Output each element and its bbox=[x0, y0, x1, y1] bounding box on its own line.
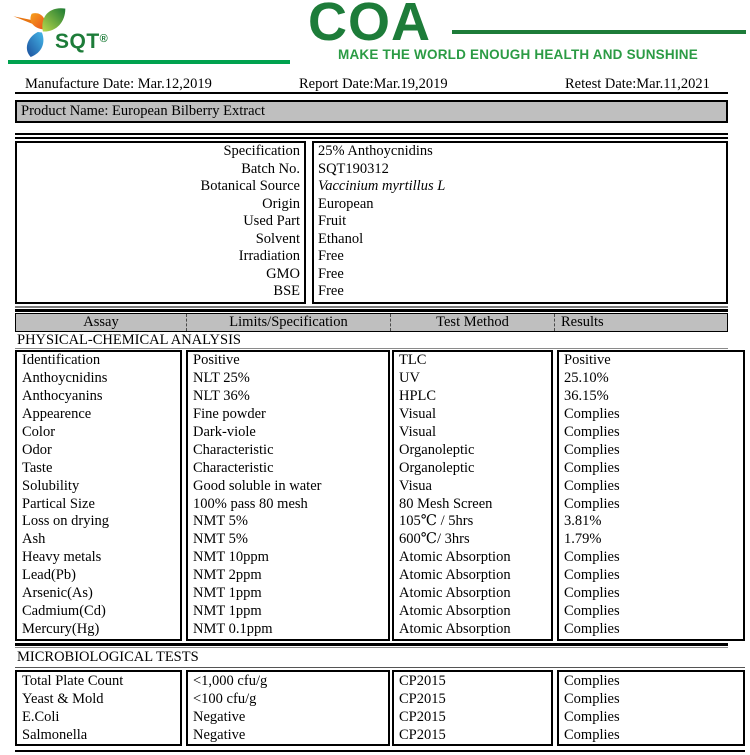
limit-cell: Positive bbox=[193, 352, 240, 368]
divider-rule bbox=[15, 306, 728, 308]
limit-cell: <100 cfu/g bbox=[193, 691, 257, 707]
limit-cell: NMT 10ppm bbox=[193, 549, 269, 566]
spec-value: Vaccinium myrtillus L bbox=[318, 178, 446, 195]
result-cell: Complies bbox=[564, 405, 620, 422]
method-cell: Visua bbox=[399, 477, 432, 494]
limit-cell: NLT 36% bbox=[193, 387, 250, 404]
divider-rule bbox=[15, 137, 728, 139]
result-cell: Complies bbox=[564, 441, 620, 458]
retest-date: Retest Date:Mar.11,2021 bbox=[565, 76, 710, 92]
assay-cell: Odor bbox=[22, 441, 52, 458]
method-cell: CP2015 bbox=[399, 709, 446, 725]
assay-cell: Arsenic(As) bbox=[22, 585, 93, 602]
spec-label: Irradiation bbox=[238, 248, 300, 265]
result-cell: Complies bbox=[564, 495, 620, 512]
limit-cell: NMT 2ppm bbox=[193, 567, 262, 584]
title-rule bbox=[452, 30, 746, 34]
assay-cell: Yeast & Mold bbox=[22, 691, 104, 707]
pc-result-column bbox=[557, 350, 745, 641]
assay-cell: Total Plate Count bbox=[22, 673, 124, 689]
micro-assay-column bbox=[15, 670, 182, 746]
manufacture-date: Manufacture Date: Mar.12,2019 bbox=[25, 76, 212, 92]
limit-cell: Negative bbox=[193, 727, 246, 743]
limit-cell: Fine powder bbox=[193, 405, 266, 422]
method-cell: Organoleptic bbox=[399, 459, 475, 476]
spec-label-column bbox=[15, 141, 306, 304]
divider-rule bbox=[15, 643, 728, 646]
result-cell: Complies bbox=[564, 423, 620, 440]
result-cell: Positive bbox=[564, 352, 611, 368]
assay-cell: Anthoycnidins bbox=[22, 369, 108, 386]
method-cell: CP2015 bbox=[399, 727, 446, 743]
method-cell: Visual bbox=[399, 423, 436, 440]
assay-cell: E.Coli bbox=[22, 709, 60, 725]
assay-cell: Cadmium(Cd) bbox=[22, 603, 106, 620]
method-cell: 80 Mesh Screen bbox=[399, 495, 493, 512]
method-cell: Atomic Absorption bbox=[399, 585, 511, 602]
limit-cell: Characteristic bbox=[193, 459, 274, 476]
divider-rule bbox=[15, 348, 728, 350]
method-cell: Visual bbox=[399, 405, 436, 422]
spec-value: Free bbox=[318, 248, 344, 265]
limit-cell: 100% pass 80 mesh bbox=[193, 495, 308, 512]
spec-label: Origin bbox=[262, 195, 300, 212]
method-cell: UV bbox=[399, 369, 420, 386]
column-header-assay: Assay bbox=[83, 314, 119, 330]
result-cell: Complies bbox=[564, 603, 620, 620]
column-header-method: Test Method bbox=[390, 314, 554, 331]
result-cell: Complies bbox=[564, 585, 620, 602]
dates-divider-rule bbox=[15, 92, 728, 94]
assay-cell: Partical Size bbox=[22, 495, 95, 512]
column-header-limits: Limits/Specification bbox=[186, 314, 390, 331]
spec-label: Batch No. bbox=[241, 160, 300, 177]
divider-rule bbox=[15, 133, 728, 135]
logo-underline-rule bbox=[8, 60, 290, 64]
spec-label: GMO bbox=[266, 265, 300, 282]
assay-cell: Lead(Pb) bbox=[22, 567, 76, 584]
micro-limit-column bbox=[186, 670, 390, 746]
divider-rule bbox=[15, 647, 728, 649]
product-name-bar: Product Name: European Bilberry Extract bbox=[15, 100, 728, 123]
limit-cell: Dark-viole bbox=[193, 423, 256, 440]
result-cell: Complies bbox=[564, 477, 620, 494]
spec-label: Botanical Source bbox=[200, 178, 300, 195]
limit-cell: NLT 25% bbox=[193, 369, 250, 386]
method-cell: Atomic Absorption bbox=[399, 549, 511, 566]
spec-value: Free bbox=[318, 283, 344, 300]
method-cell: CP2015 bbox=[399, 691, 446, 707]
spec-label: Specification bbox=[223, 143, 300, 159]
limit-cell: NMT 1ppm bbox=[193, 603, 262, 620]
assay-cell: Mercury(Hg) bbox=[22, 621, 100, 638]
divider-rule bbox=[15, 309, 728, 312]
method-cell: CP2015 bbox=[399, 673, 446, 689]
method-cell: Atomic Absorption bbox=[399, 621, 511, 638]
result-cell: 36.15% bbox=[564, 387, 609, 404]
assay-cell: Appearence bbox=[22, 405, 92, 422]
spec-value: Fruit bbox=[318, 213, 347, 230]
pc-method-column bbox=[392, 350, 553, 641]
limit-cell: NMT 5% bbox=[193, 531, 248, 548]
method-cell: TLC bbox=[399, 352, 427, 368]
pc-limit-column bbox=[186, 350, 390, 641]
column-header-results: Results bbox=[554, 314, 727, 331]
result-cell: 1.79% bbox=[564, 531, 602, 548]
assay-cell: Heavy metals bbox=[22, 549, 102, 566]
pc-assay-column bbox=[15, 350, 182, 641]
divider-rule bbox=[15, 667, 745, 669]
limit-cell: Good soluble in water bbox=[193, 477, 322, 494]
tagline: MAKE THE WORLD ENOUGH HEALTH AND SUNSHINE bbox=[338, 47, 698, 62]
section-title-microbiological: MICROBIOLOGICAL TESTS bbox=[17, 649, 199, 665]
spec-value: European bbox=[318, 195, 374, 212]
method-cell: 105℃ / 5hrs bbox=[399, 513, 474, 530]
result-cell: Complies bbox=[564, 549, 620, 566]
micro-method-column bbox=[392, 670, 553, 746]
assay-cell: Solubility bbox=[22, 477, 80, 494]
registered-trademark-symbol: ® bbox=[99, 33, 109, 45]
method-cell: Atomic Absorption bbox=[399, 603, 511, 620]
result-cell: Complies bbox=[564, 621, 620, 638]
assay-cell: Ash bbox=[22, 531, 46, 548]
result-cell: Complies bbox=[564, 673, 620, 689]
assay-cell: Loss on drying bbox=[22, 513, 109, 530]
result-cell: Complies bbox=[564, 567, 620, 584]
result-cell: Complies bbox=[564, 459, 620, 476]
limit-cell: <1,000 cfu/g bbox=[193, 673, 268, 689]
limit-cell: NMT 1ppm bbox=[193, 585, 262, 602]
method-cell: Organoleptic bbox=[399, 441, 475, 458]
method-cell: 600℃/ 3hrs bbox=[399, 531, 470, 548]
result-cell: Complies bbox=[564, 691, 620, 707]
result-cell: Complies bbox=[564, 727, 620, 743]
logo-text: SQT bbox=[55, 30, 100, 53]
spec-value-column bbox=[312, 141, 728, 304]
limit-cell: NMT 5% bbox=[193, 513, 248, 530]
result-cell: 3.81% bbox=[564, 513, 602, 530]
spec-label: BSE bbox=[273, 283, 300, 300]
logo-wordmark bbox=[55, 30, 108, 54]
spec-value: Free bbox=[318, 265, 344, 282]
assay-cell: Taste bbox=[22, 459, 53, 476]
result-cell: 25.10% bbox=[564, 369, 609, 386]
limit-cell: Negative bbox=[193, 709, 246, 725]
spec-value: Ethanol bbox=[318, 230, 364, 247]
limit-cell: Characteristic bbox=[193, 441, 274, 458]
method-cell: Atomic Absorption bbox=[399, 567, 511, 584]
page-title: COA bbox=[308, 0, 431, 52]
assay-cell: Color bbox=[22, 423, 56, 440]
micro-result-column bbox=[557, 670, 745, 746]
report-date: Report Date:Mar.19,2019 bbox=[299, 76, 448, 92]
result-cell: Complies bbox=[564, 709, 620, 725]
assay-cell: Identification bbox=[22, 352, 101, 368]
limit-cell: NMT 0.1ppm bbox=[193, 621, 273, 638]
method-cell: HPLC bbox=[399, 387, 437, 404]
bottom-rule bbox=[15, 750, 745, 752]
spec-value: 25% Anthoycnidins bbox=[318, 143, 433, 159]
section-title-physical-chemical: PHYSICAL-CHEMICAL ANALYSIS bbox=[17, 332, 241, 348]
assay-header-row bbox=[15, 313, 728, 332]
spec-label: Used Part bbox=[243, 213, 300, 230]
spec-value: SQT190312 bbox=[318, 160, 389, 177]
assay-cell: Anthocyanins bbox=[22, 387, 103, 404]
spec-label: Solvent bbox=[255, 230, 300, 247]
assay-cell: Salmonella bbox=[22, 727, 88, 743]
